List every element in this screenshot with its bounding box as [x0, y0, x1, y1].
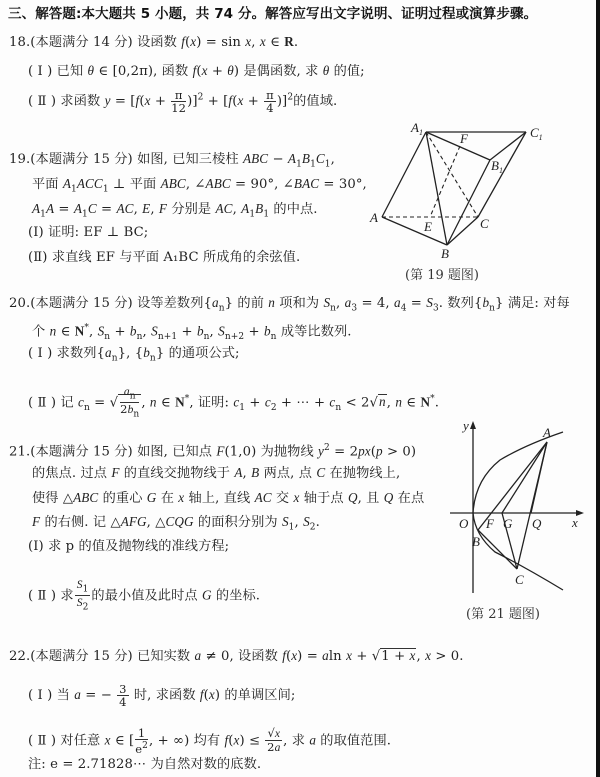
figure-21-parabola-diagram	[445, 415, 600, 600]
problem-21-part-2: ( Ⅱ ) 求 $\frac{S_1}{S_2}$ 的最小值及此时点 G 的坐标.	[28, 579, 261, 613]
svg-text:G: G	[503, 516, 513, 531]
svg-text:C: C	[480, 216, 489, 231]
svg-text:A1: $A_1$	[411, 120, 423, 137]
problem-18-part-2: ( Ⅱ ) 求函数 y = [f(x + $\frac{\pi}{12}$ )]$^2$ + [f(x + $\frac{\pi}{4}$ )]$^2$的值域.	[28, 88, 338, 115]
svg-text:Q: Q	[532, 516, 542, 531]
svg-text:B: B	[441, 246, 449, 261]
problem-19-part-1: (Ⅰ) 证明: EF ⊥ BC;	[28, 225, 149, 240]
figure-19-caption: (第 19 题图)	[405, 268, 479, 283]
svg-text:A: A	[370, 210, 378, 225]
svg-text:E: E	[424, 219, 432, 234]
svg-text:C: C	[515, 572, 524, 587]
problem-18-part-1: ( Ⅰ ) 已知 θ ∈ [0,2π), 函数 f(x + θ) 是偶函数, 求 θ 的值;	[28, 63, 365, 79]
problem-21-stem-line-4: F 的右侧. 记 △AFG, △CQG 的面积分别为 $S_1$, $S_2$.	[32, 514, 320, 533]
problem-20-stem-line-1: 20.(本题满分 15 分) 设等差数列$\{a_n\}$ 的前 n 项和为 $S_n$, $a_3 = 4$, $a_4 = S_3$. 数列$\{b_n\}$ 满足: 对每	[9, 295, 570, 314]
svg-text:B1: $B_1$	[491, 158, 503, 175]
problem-22-stem: 22.(本题满分 15 分) 已知实数 a ≠ 0, 设函数 f(x) = aln x + √1 + x, x > 0.	[9, 648, 464, 664]
svg-text:F: F	[486, 516, 494, 531]
problem-19-stem-line-1: 19.(本题满分 15 分) 如图, 已知三棱柱 ABC − $A_1B_1C_1$,	[9, 151, 335, 170]
problem-21-part-1: (Ⅰ) 求 p 的值及抛物线的准线方程;	[28, 539, 230, 554]
section-header: 三、解答题:本大题共 5 小题，共 74 分。解答应写出文字说明、证明过程或演算步骤。	[8, 6, 538, 22]
problem-19-part-2: (Ⅱ) 求直线 EF 与平面 A₁BC 所成角的余弦值.	[28, 250, 301, 265]
problem-20-part-2: ( Ⅱ ) 记 $c_n$ = √ $\frac{a_n}{2b_n}$ , n ∈ N*, 证明: $c_1 + c_2$ + ⋯ + $c_n < 2√n$, n ∈ N*.	[28, 386, 439, 420]
problem-19-stem-line-3: $A_1A = A_1C$ = AC, E, F 分别是 AC, $A_1B_1$ 的中点.	[32, 201, 318, 220]
problem-21-stem-line-2: 的焦点. 过点 F 的直线交抛物线于 A, B 两点, 点 C 在抛物线上,	[32, 465, 401, 481]
svg-text:O: O	[459, 516, 469, 531]
svg-text:A: A	[543, 425, 551, 440]
problem-22-note: 注: e = 2.71828⋯ 为自然对数的底数.	[28, 757, 262, 772]
svg-text:x: x	[572, 515, 578, 530]
svg-text:B: B	[472, 534, 480, 549]
svg-text:F: F	[460, 131, 468, 146]
problem-20-part-1: ( Ⅰ ) 求数列$\{a_n\}$, $\{b_n\}$ 的通项公式;	[28, 345, 240, 364]
problem-19-stem-line-2: 平面 $A_1ACC_1$ ⊥ 平面 ABC, ∠ABC = 90°, ∠BAC = 30°,	[32, 176, 367, 195]
problem-21-stem-line-3: 使得 △ABC 的重心 G 在 x 轴上, 直线 AC 交 x 轴于点 Q, 且 Q 在点	[32, 490, 425, 506]
problem-22-part-1: ( Ⅰ ) 当 a = − $\frac{3}{4}$ 时, 求函数 f(x) 的单调区间;	[28, 682, 296, 709]
figure-19-prism-diagram	[360, 115, 600, 265]
problem-18-stem: 18.(本题满分 14 分) 设函数 f(x) = sin x, x ∈ R.	[9, 34, 299, 50]
problem-22-part-2: ( Ⅱ ) 对任意 x ∈ [ $\frac{1}{e^2}$ , + ∞) 均有 f(x) ≤ $\frac{√x}{2a}$ , 求 a 的取值范围.	[28, 726, 392, 756]
svg-text:C1: $C_1$	[530, 125, 543, 142]
problem-21-stem-line-1: 21.(本题满分 15 分) 如图, 已知点 F(1,0) 为抛物线 $y^2 = 2px(p > 0)$	[9, 443, 417, 460]
figure-21-caption: (第 21 题图)	[466, 607, 540, 622]
problem-20-stem-line-2: 个 n ∈ N*, $S_n + b_n$, $S_{n+1} + b_n$, $S_{n+2} + b_n$ 成等比数列.	[32, 323, 352, 343]
svg-text:y: y	[463, 418, 469, 433]
